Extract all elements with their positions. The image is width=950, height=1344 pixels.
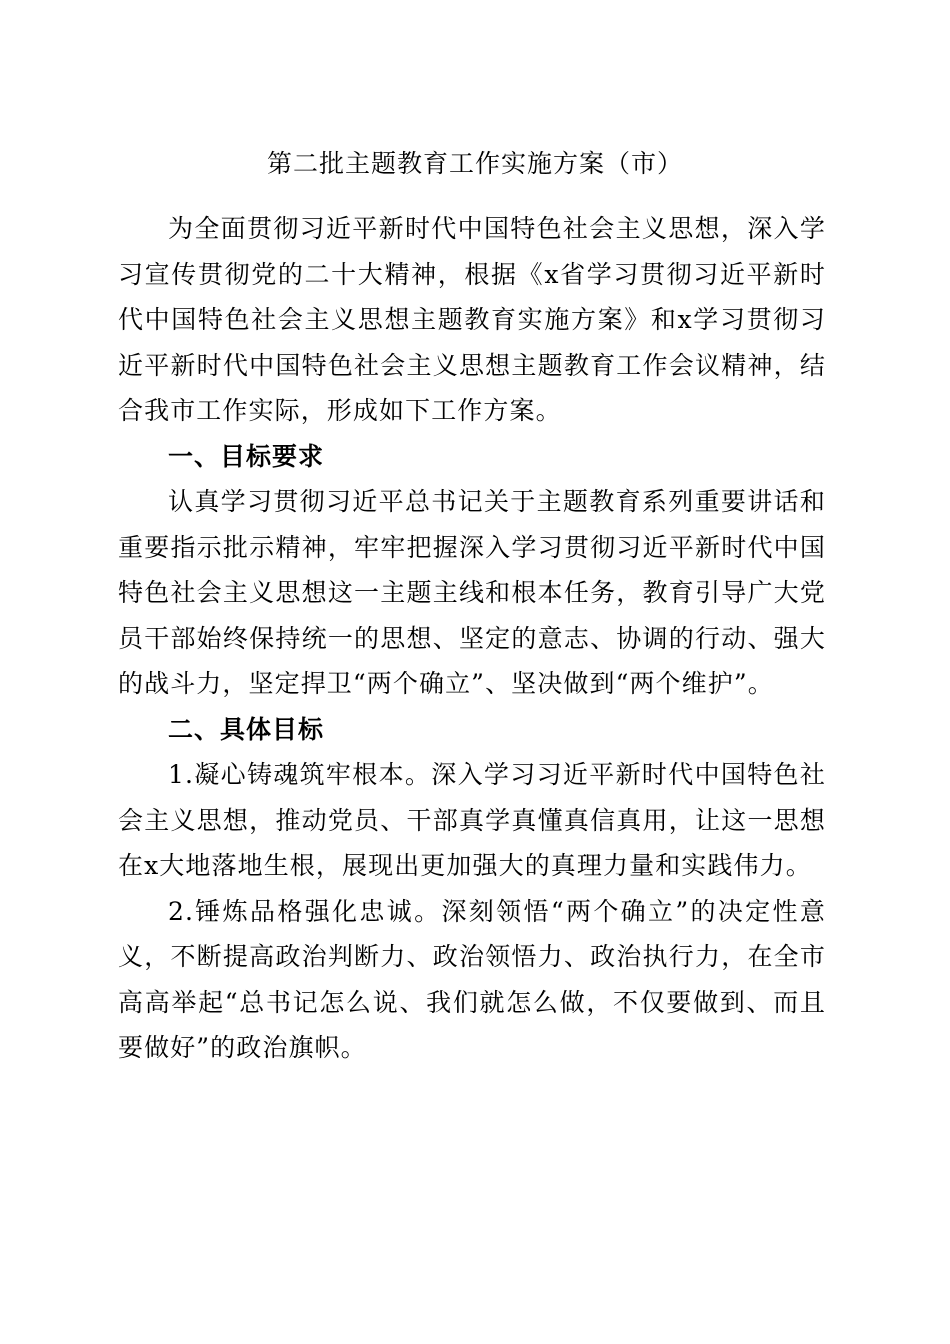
document-body: [118, 206, 826, 1071]
specific-goal-2-paragraph: 2.锤炼品格强化忠诚。深刻领悟“两个确立”的决定性意义，不断提高政治判断力、政治领悟力、政治执行力，在全市高高举起“总书记怎么说、我们就怎么做，不仅要做到、而且要做好”的政治旗帜。: [118, 896, 826, 1062]
document-title: 第二批主题教育工作实施方案（市）: [266, 149, 683, 178]
goals-paragraph: 认真学习贯彻习近平总书记关于主题教育系列重要讲话和重要指示批示精神，牢牢把握深入学习贯彻习近平新时代中国特色社会主义思想这一主题主线和根本任务，教育引导广大党员干部始终保持统一的思想、坚定的意志、协调的行动、强大的战斗力，坚定捍卫“两个确立”、坚决做到“两个维护”。: [118, 487, 826, 698]
intro-paragraph: 为全面贯彻习近平新时代中国特色社会主义思想，深入学习宣传贯彻党的二十大精神，根据《x省学习贯彻习近平新时代中国特色社会主义思想主题教育实施方案》和x学习贯彻习近平新时代中国特色社会主义思想主题教育工作会议精神，结合我市工作实际，形成如下工作方案。: [118, 214, 826, 425]
specific-goal-1-paragraph: 1.凝心铸魂筑牢根本。深入学习习近平新时代中国特色社会主义思想，推动党员、干部真学真懂真信真用，让这一思想在x大地落地生根，展现出更加强大的真理力量和实践伟力。: [118, 760, 826, 880]
section-heading-specific-goals: 二、具体目标: [168, 714, 325, 744]
section-heading-goals: 一、目标要求: [168, 441, 325, 471]
